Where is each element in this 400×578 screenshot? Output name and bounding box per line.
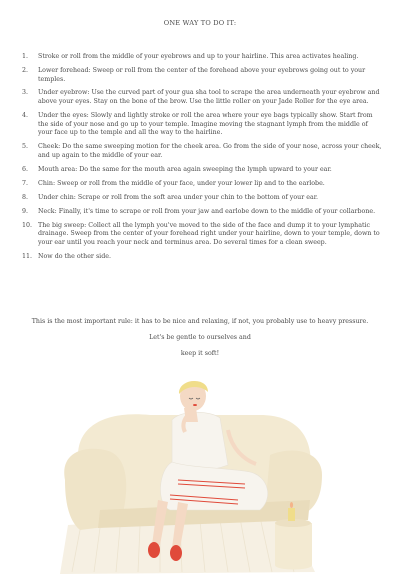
step-number: 11. [22, 252, 33, 260]
step-text: Stroke or roll from the middle of your eyebrows and up to your hairline. This area activates healing. [38, 53, 359, 60]
step-text: Lower forehead: Sweep or roll from the center of the forehead above your eyebrows going out to your temples. [38, 66, 366, 83]
step-number: 3. [22, 89, 29, 97]
step-number: 8. [22, 193, 29, 201]
list-item [22, 180, 384, 189]
step-text: The big sweep: Collect all the lymph you've moved to the side of the face and dump it to your lymphatic drainage. Sweep from the center of your forehead right under your hairline, down to your temple, down to your ear until you reach your neck and terminus area. Do several times for a clean sweep. [38, 221, 380, 246]
step-text: Mouth area: Do the same for the mouth area again sweeping the lymph upward to your ear. [38, 165, 332, 173]
important-rule: This is the most important rule: it has to be nice and relaxing, if not, you probably use to heavy pressure. [31, 318, 369, 325]
page-title: ONE WAY TO DO IT: [163, 19, 237, 27]
step-text: Cheek: Do the same sweeping motion for the cheek area. Go from the side of your nose, across your cheek, and up again to the middle of your ear. [38, 143, 382, 160]
step-text: Neck: Finally, it's time to scrape or roll from your jaw and earlobe down to the middle of your collarbone. [38, 207, 376, 215]
list-item [22, 208, 384, 217]
step-number: 7. [22, 179, 29, 187]
closing-line-2: keep it soft! [180, 350, 220, 357]
list-item [22, 67, 384, 84]
list-item [22, 253, 384, 262]
woman-on-sofa-illustration [60, 360, 350, 575]
step-text: Under the eyes: Slowly and lightly stroke or roll the area where your eye bags typically show. Start from the side of your nose and go up to your temple. Imagine moving the stagnant lymph from the middle of your face up to the temple and all the way to the hairline. [38, 112, 373, 137]
step-number: 2. [22, 66, 29, 74]
step-number: 1. [22, 53, 29, 60]
step-text: Chin: Sweep or roll from the middle of your face, under your lower lip and to the earlobe. [38, 179, 325, 187]
list-item [22, 112, 384, 138]
list-item [22, 53, 384, 62]
steps-list [22, 53, 384, 267]
step-text: Under chin: Scrape or roll from the soft area under your chin to the bottom of your ear. [38, 193, 319, 201]
step-number: 6. [22, 165, 29, 173]
step-text: Now do the other side. [38, 252, 111, 260]
list-item [22, 89, 384, 106]
step-text: Under eyebrow: Use the curved part of your gua sha tool to scrape the area underneath your eyebrow and above your eyes. Stay on the bone of the brow. Use the little roller on your Jade Roller for the eye area. [38, 89, 380, 106]
side-table [275, 519, 312, 570]
list-item [22, 143, 384, 160]
closing-line-1: Let's be gentle to ourselves and [149, 334, 251, 341]
step-number: 4. [22, 112, 29, 120]
list-item [22, 166, 384, 175]
step-number: 10. [22, 221, 33, 229]
list-item [22, 222, 384, 248]
step-number: 9. [22, 207, 29, 215]
step-number: 5. [22, 143, 29, 151]
list-item [22, 194, 384, 203]
